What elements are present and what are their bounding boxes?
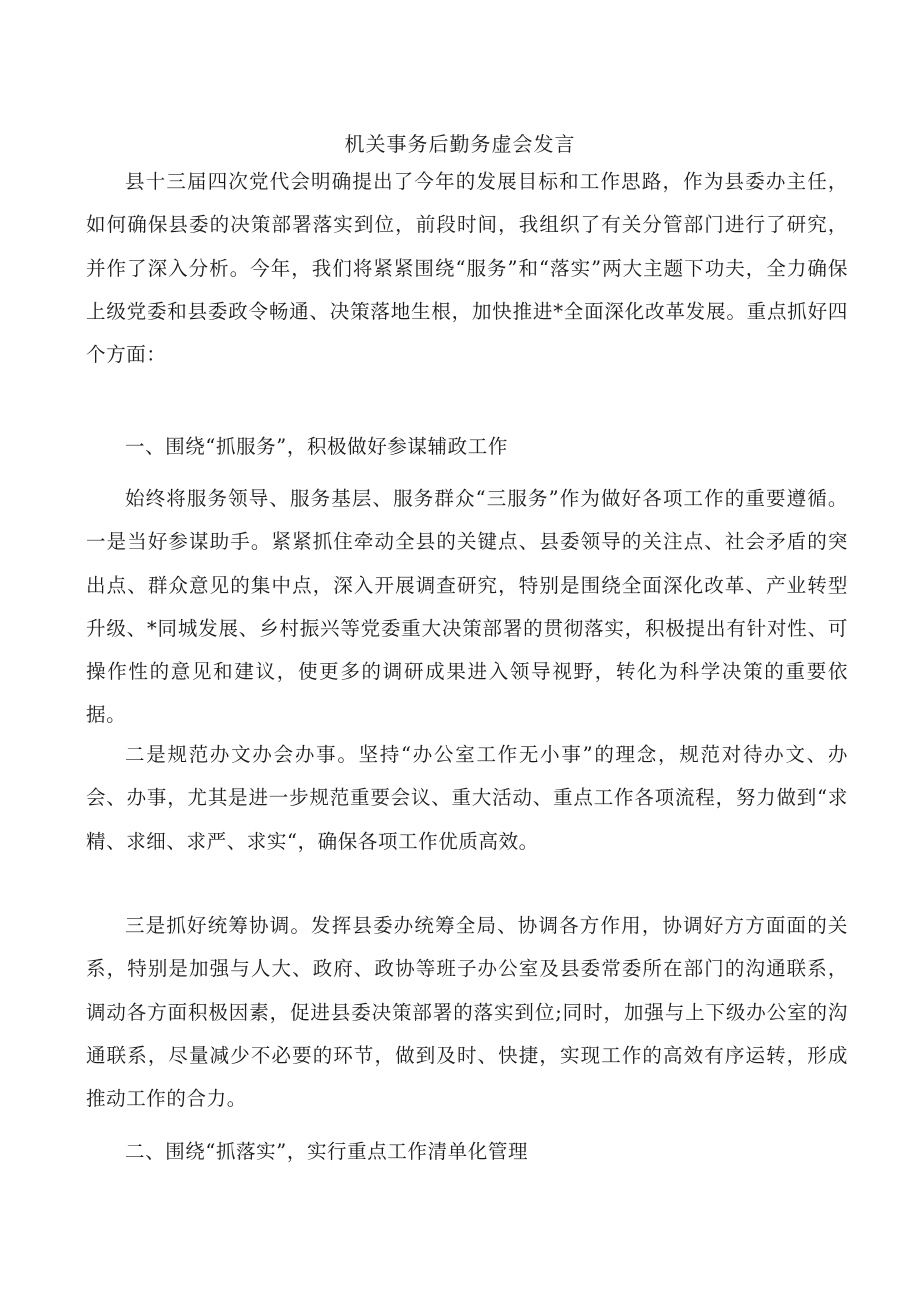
paragraph-standardize: 二是规范办文办会办事。坚持“办公室工作无小事”的理念，规范对待办文、办会、办事，尤其是进一步规范重要会议、重大活动、重点工作各项流程，努力做到“求精、求细、求严、求实“，确保各项工作优质高效。 xyxy=(86,743,848,853)
paragraph-service: 始终将服务领导、服务基层、服务群众“三服务”作为做好各项工作的重要遵循。一是当好参谋助手。紧紧抓住牵动全县的关键点、县委领导的关注点、社会矛盾的突出点、群众意见的集中点，深入开展调查研究，特别是围绕全面深化改革、产业转型升级、*同城发展、乡村振兴等党委重大决策部署的贯彻落实，积极提出有针对性、可操作性的意见和建议，使更多的调研成果进入领导视野，转化为科学决策的重要依据。 xyxy=(86,487,848,727)
paragraph-intro: 县十三届四次党代会明确提出了今年的发展目标和工作思路，作为县委办主任，如何确保县委的决策部署落实到位，前段时间，我组织了有关分管部门进行了研究，并作了深入分析。今年，我们将紧紧围绕“服务”和“落实”两大主题下功夫，全力确保上级党委和县委政令畅通、决策落地生根，加快推进*全面深化改革发展。重点抓好四个方面： xyxy=(86,170,848,367)
section-heading-1: 一、围绕“抓服务”，积极做好参谋辅政工作 xyxy=(125,435,508,458)
document-title: 机关事务后勤务虚会发言 xyxy=(344,132,576,156)
paragraph-coordination: 三是抓好统筹协调。发挥县委办统筹全局、协调各方作用，协调好方方面面的关系，特别是加强与人大、政府、政协等班子办公室及县委常委所在部门的沟通联系，调动各方面积极因素，促进县委决策部署的落实到位;同时，加强与上下级办公室的沟通联系，尽量减少不必要的环节，做到及时、快捷，实现工作的高效有序运转，形成推动工作的合力。 xyxy=(86,914,848,1111)
section-heading-2: 二、围绕“抓落实”，实行重点工作清单化管理 xyxy=(125,1140,529,1163)
